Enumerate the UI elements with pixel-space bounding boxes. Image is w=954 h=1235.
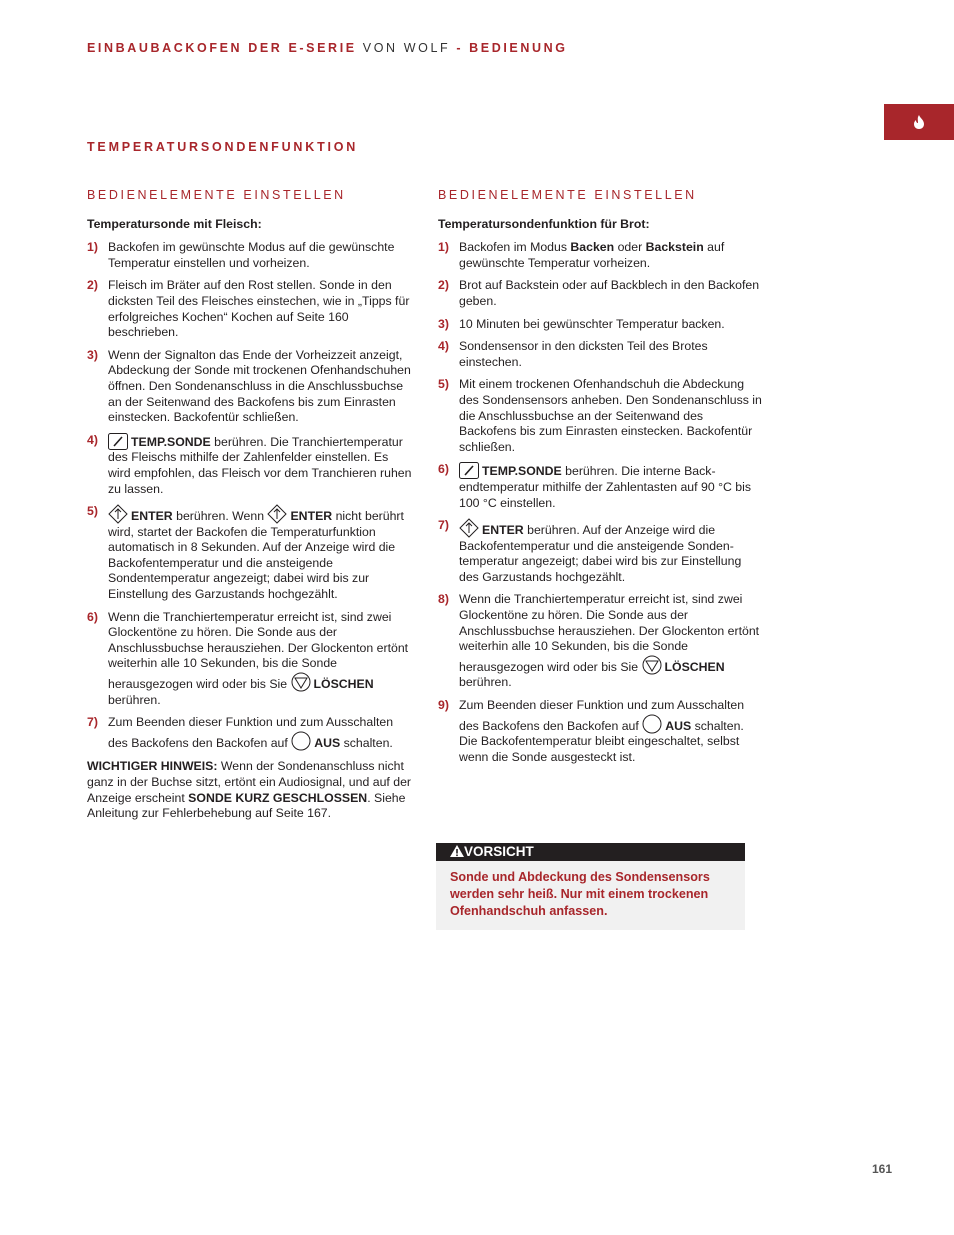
- step-1: 1) Backofen im gewünschte Modus auf die gewünschte Temperatur einstellen und vorheizen.: [87, 240, 395, 270]
- step-2: 2) Brot auf Backstein oder auf Backblech in den Backofen geben.: [438, 278, 760, 308]
- lead: Temperatursondenfunktion für Brot:: [438, 216, 650, 231]
- subtitle: BEDIENELEMENTE EINSTELLEN: [87, 188, 346, 202]
- step-8: 8) Wenn die Tranchiertemperatur erreicht ist, sind zwei Glockentöne zu hören. Die Sonde aus der Anschlussbuchse herausziehen. Der Glockenton ertönt weiterhin alle 10 Sekunden, bis die Sonde herausgezogen wird oder bis Sie LÖSCHEN berühren.: [438, 592, 760, 690]
- lead: Temperatursonde mit Fleisch:: [87, 216, 262, 231]
- step-5: 5) Mit einem trockenen Ofenhandschuh die Abdeckung des Sondensensors anheben. Den Sondenanschluss in die Anschlussbuchse an der Seitenwand des Backofens bis zum Einrasten einstecken. Backofentür schließen.: [438, 377, 762, 454]
- clear-icon: [642, 655, 662, 675]
- step-7: 7) ENTER berühren. Auf der Anzeige wird die Backofentemperatur und die ansteigende Sondentemperatur angezeigt; dabei wird bis zur Einstellung des Garzustands hochgezählt.: [438, 518, 742, 584]
- section-title: TEMPERATURSONDENFUNKTION: [87, 140, 359, 154]
- page-number: 161: [872, 1162, 893, 1176]
- steps-list: [438, 240, 763, 765]
- running-header: EINBAUBACKOFEN DER E-SERIE VON WOLF - BEDIENUNG: [87, 41, 568, 55]
- section-tab: [884, 104, 954, 140]
- step-4: 4) Sondensensor in den dicksten Teil des Brotes einstechen.: [438, 339, 708, 369]
- step-6: 6) Wenn die Tranchiertemperatur erreicht ist, sind zwei Glockentöne zu hören. Die Sonde aus der Anschlussbuchse herausziehen. Der Glockenton ertönt weiterhin alle 10 Sekunden, bis die Sonde herausgezogen wird oder bis Sie LÖSCHEN berühren.: [87, 609, 409, 707]
- right-column: [438, 188, 763, 772]
- off-icon: [642, 714, 662, 734]
- enter-icon: [267, 504, 287, 524]
- step-9: 9) Zum Beenden dieser Funktion und zum Ausschalten des Backofens den Backofen auf AUS schalten. Die Backofentemperatur bleibt eingeschaltet, selbst wenn die Sonde ausgesteckt ist.: [438, 698, 745, 764]
- caution-text: Sonde und Abdeckung des Sondensensors werden sehr heiß. Nur mit einem trockenen Ofenhandschuh anfassen.: [450, 870, 710, 918]
- flame-icon: [913, 115, 925, 129]
- step-6: 6) TEMP.SONDE berühren. Die interne Backendtemperatur mithilfe der Zahlentasten auf 90 °C bis 100 °C einstellen.: [438, 462, 752, 510]
- step-4: 4) TEMP.SONDE berühren. Die Tranchiertemperatur des Fleischs mithilfe der Zahlenfelder einstellen. Es wird empfohlen, das Fleisch vor dem Tranchieren ruhen zu lassen.: [87, 432, 412, 496]
- step-2: 2) Fleisch im Bräter auf den Rost stellen. Sonde in den dicksten Teil des Fleisches einstechen, wie in „Tipps für erfolgreiches Kochen“ Kochen auf Seite 160 beschrieben.: [87, 278, 410, 340]
- left-column: [87, 188, 412, 822]
- clear-icon: [291, 672, 311, 692]
- steps-list: [87, 240, 412, 751]
- subtitle: BEDIENELEMENTE EINSTELLEN: [438, 188, 697, 202]
- step-1: 1) Backofen im Modus Backen oder Backstein auf gewünschte Temperatur vorheizen.: [438, 240, 725, 270]
- important-note: WICHTIGER HINWEIS: Wenn der Sondenanschluss nicht ganz in der Buchse sitzt, ertönt ein Audiosignal, und auf der Anzeige erscheint SONDE KURZ GESCHLOSSEN. Siehe Anleitung zur Fehlerbehebung auf Seite 167.: [87, 759, 412, 821]
- off-icon: [291, 731, 311, 751]
- enter-icon: [459, 518, 479, 538]
- step-5: 5) ENTER berühren. Wenn ENTER nicht berührt wird, startet der Backofen die Temperaturfunktion automatisch in 8 Sekunden. Auf der Anzeige wird die Backofentemperatur und die ansteigende Sondentemperatur angezeigt; dabei wird bis zur Einstellung des Garzustands hochgezählt.: [87, 504, 404, 602]
- caution-box: [436, 843, 745, 930]
- enter-icon: [108, 504, 128, 524]
- probe-icon: [459, 462, 479, 479]
- step-7: 7) Zum Beenden dieser Funktion und zum Ausschalten des Backofens den Backofen auf AUS schalten.: [87, 715, 394, 750]
- step-3: 3) 10 Minuten bei gewünschter Temperatur backen.: [438, 316, 725, 331]
- warning-icon: [450, 845, 464, 857]
- step-3: 3) Wenn der Signalton das Ende der Vorheizzeit anzeigt, Abdeckung der Sonde mit trockenen Ofenhandschuhen öffnen. Den Sondenanschluss in die Anschlussbuchse an der Seitenwand des Backofens bis zum Einrasten einstecken. Backofentür schließen.: [87, 347, 411, 425]
- probe-icon: [108, 433, 128, 450]
- caution-header: VORSICHT: [436, 843, 745, 861]
